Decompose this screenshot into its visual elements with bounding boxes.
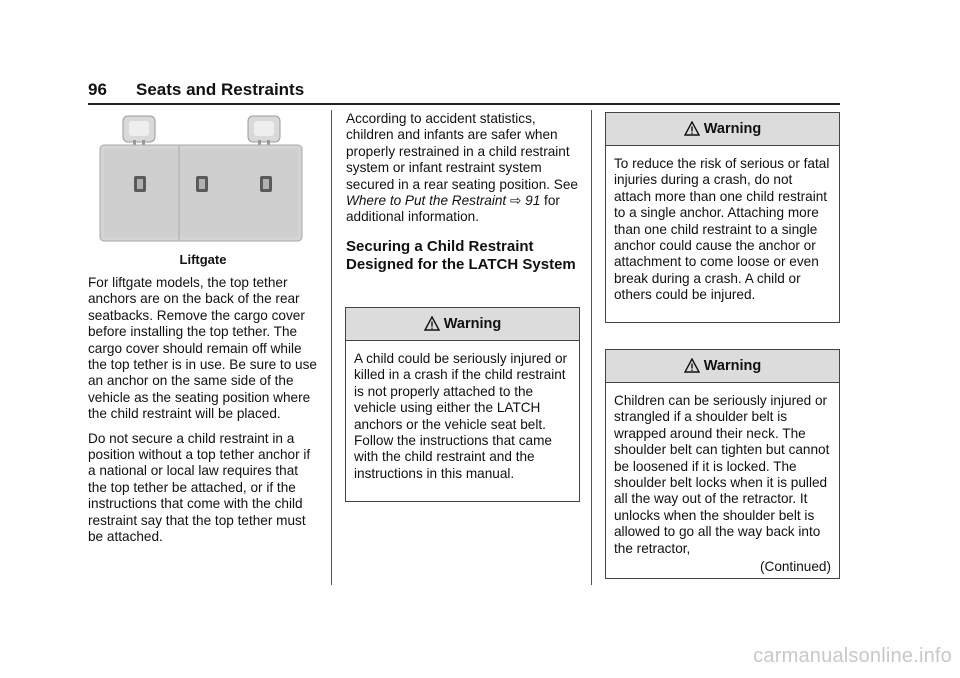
shoulder-belt-warning-box bbox=[605, 349, 840, 579]
latch-warning-box bbox=[345, 307, 580, 502]
page-header bbox=[88, 80, 840, 104]
warning-triangle-icon bbox=[424, 316, 440, 332]
warning-body-text: Children can be seriously injured or strangled if a shoulder belt is wrapped around their neck. The shoulder belt can tighten but cannot be loosened if it is locked. The shoulder belt locks when it is pulled all the way out of the retractor. It unlocks when the shoulder belt is allowed to go all the way back into the retractor, bbox=[614, 393, 830, 556]
intro-text: According to accident statistics, children and infants are safer when properly restrained in a child restraint system or infant restraint system secured in a rear seating position. See bbox=[346, 111, 578, 192]
page-ref-arrow-icon: ⇨ bbox=[509, 193, 522, 209]
warning-text bbox=[606, 383, 839, 575]
header-rule bbox=[88, 103, 840, 105]
anchor-warning-box bbox=[605, 112, 840, 323]
continued-label: (Continued) bbox=[759, 559, 831, 575]
warning-text: A child could be seriously injured or killed in a crash if the child restraint is not properly attached to the vehicle using either the LATCH anchors or the vehicle seat belt. Follow the instructions that came with the child restraint and the instructions in this manual. bbox=[354, 351, 568, 481]
warning-title: Warning bbox=[703, 358, 762, 374]
warning-text: To reduce the risk of serious or fatal injuries during a crash, do not attach more than one child restraint to a single anchor. Attaching more than one child restraint to a single anchor could cause the anchor or attachment to come loose or even break during a crash. A child or others could be injured. bbox=[614, 156, 830, 303]
warning-title: Warning bbox=[703, 121, 762, 137]
warning-header bbox=[346, 308, 579, 341]
warning-title: Warning bbox=[443, 316, 502, 332]
warning-header bbox=[606, 113, 839, 146]
warning-triangle-icon bbox=[684, 121, 700, 137]
column-1 bbox=[88, 275, 320, 554]
column-divider-left bbox=[331, 110, 332, 585]
figure-caption: Liftgate bbox=[179, 252, 227, 267]
liftgate-tether-paragraph: For liftgate models, the top tether anchors are on the back of the rear seatbacks. Remove the cargo cover before installing the top tether. The cargo cover should remain off while the top tether is in use. Be sure to use an anchor on the same side of the vehicle as the seating position where the child restraint will be placed. bbox=[88, 275, 317, 422]
where-to-put-restraint-link[interactable]: Where to Put the Restraint bbox=[346, 193, 507, 209]
warning-triangle-icon bbox=[684, 358, 700, 374]
column-2 bbox=[346, 111, 580, 290]
column-divider-right bbox=[591, 110, 592, 585]
watermark: carmanualsonline.info bbox=[753, 645, 952, 667]
link-page-number[interactable]: 91 bbox=[525, 193, 541, 209]
intro-end-text: for additional information. bbox=[346, 193, 560, 225]
liftgate-seat-illustration bbox=[98, 112, 304, 242]
accident-statistics-paragraph bbox=[346, 111, 580, 226]
page-number: 96 bbox=[88, 80, 107, 99]
tether-law-paragraph: Do not secure a child restraint in a position without a top tether anchor if a national or local law requires that the top tether be attached, or if the instructions that come with the child restraint say that the top tether must be attached. bbox=[88, 430, 311, 545]
latch-section-heading: Securing a Child Restraint Designed for the LATCH System bbox=[346, 237, 576, 273]
section-title: Seats and Restraints bbox=[136, 80, 305, 99]
warning-header bbox=[606, 350, 839, 383]
